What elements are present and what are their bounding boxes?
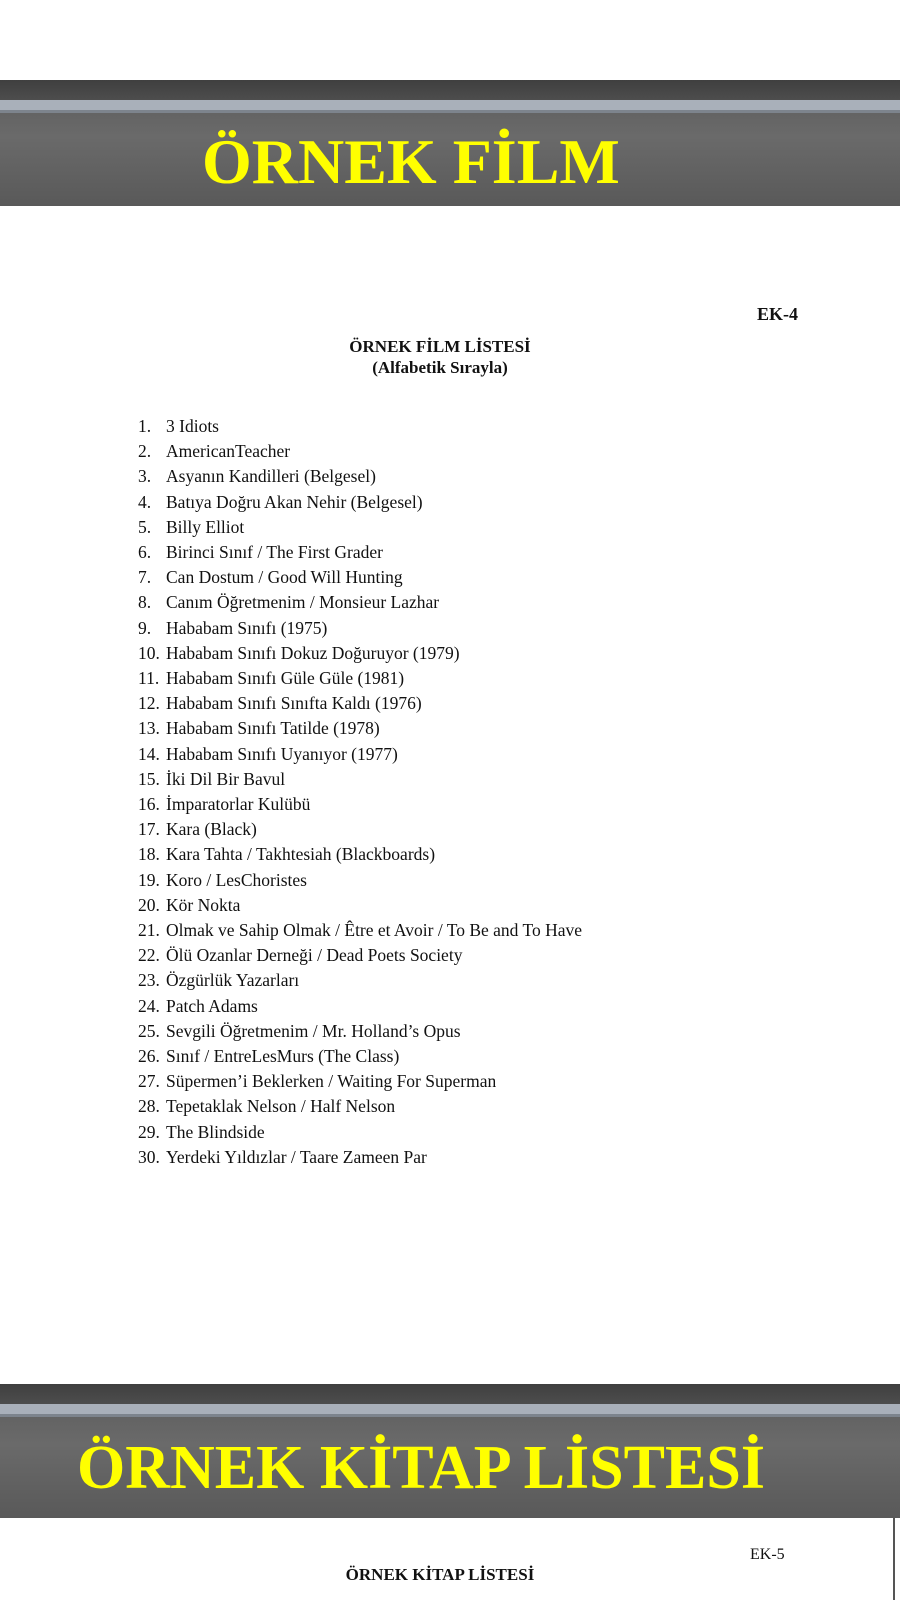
film-title: Hababam Sınıfı Güle Güle (1981): [166, 668, 405, 689]
film-number: 1.: [138, 416, 152, 436]
ek-code: EK-4: [757, 304, 799, 324]
film-title: Kara (Black): [166, 819, 257, 840]
film-title: Birinci Sınıf / The First Grader: [166, 542, 383, 563]
film-list-item: [138, 1044, 582, 1069]
film-title: Can Dostum / Good Will Hunting: [166, 567, 403, 588]
film-list-item: [138, 767, 582, 792]
film-list-item: [138, 943, 582, 968]
film-number: 19.: [138, 869, 160, 890]
film-title: Kara Tahta / Takhtesiah (Blackboards): [166, 844, 436, 865]
banner-stripe-shadow: [0, 110, 900, 113]
film-number: 10.: [138, 642, 160, 663]
banner-stripe: [0, 100, 900, 110]
film-list-item: [138, 842, 582, 867]
film-list-item: [138, 616, 582, 641]
banner-stripe: [0, 1404, 900, 1414]
film-list-item: [138, 464, 582, 489]
film-number: 7.: [138, 567, 152, 588]
film-title: Canım Öğretmenim / Monsieur Lazhar: [166, 592, 440, 613]
film-title: Hababam Sınıfı Sınıfta Kaldı (1976): [166, 693, 422, 714]
film-title: Asyanın Kandilleri (Belgesel): [166, 466, 376, 487]
film-title: Olmak ve Sahip Olmak / Être et Avoir / To Be and To Have: [166, 920, 583, 941]
film-list-item: [138, 515, 582, 540]
film-list-item: [138, 1120, 582, 1145]
film-number: 26.: [138, 1046, 160, 1067]
film-number: 27.: [138, 1071, 160, 1092]
film-number: 17.: [138, 819, 160, 840]
film-title: Hababam Sınıfı Uyanıyor (1977): [166, 743, 398, 764]
film-title: Hababam Sınıfı (1975): [166, 617, 328, 638]
film-list-item: [138, 540, 582, 565]
film-number: 30.: [138, 1146, 160, 1167]
film-number: 15.: [138, 768, 160, 789]
film-number: 11.: [138, 668, 160, 689]
film-number: 12.: [138, 693, 160, 714]
film-title: Batıya Doğru Akan Nehir (Belgesel): [166, 491, 423, 512]
film-list-item: [138, 691, 582, 716]
film-number: 18.: [138, 844, 160, 865]
film-list-item: [138, 590, 582, 615]
film-title: Yerdeki Yıldızlar / Taare Zameen Par: [166, 1146, 427, 1167]
film-number: 24.: [138, 995, 160, 1016]
film-list-item: [138, 968, 582, 993]
film-number: 13.: [138, 718, 160, 739]
film-number: 2.: [138, 441, 152, 462]
banner-top-band: [0, 80, 900, 100]
film-number: 20.: [138, 894, 160, 915]
next-page-ek-code: EK-5: [750, 1546, 785, 1563]
film-number: 22.: [138, 945, 160, 966]
film-title: Patch Adams: [166, 995, 258, 1016]
film-list-item: [138, 1094, 582, 1119]
banner-top-band: [0, 1384, 900, 1404]
film-list-item: [138, 994, 582, 1019]
film-list-item: [138, 666, 582, 691]
film-list-item: [138, 1145, 582, 1170]
film-list-item: [138, 1069, 582, 1094]
film-number: 21.: [138, 920, 160, 941]
page-edge: [893, 1518, 895, 1600]
film-number: 9.: [138, 617, 152, 638]
film-list-item: [138, 1019, 582, 1044]
film-list-item: [138, 439, 582, 464]
film-number: 3.: [138, 466, 152, 487]
film-list-item: [138, 893, 582, 918]
film-list-item: [138, 742, 582, 767]
film-title: 3 Idiots: [166, 416, 219, 436]
film-title: İmparatorlar Kulübü: [166, 794, 311, 815]
film-title: İki Dil Bir Bavul: [166, 768, 286, 789]
next-page-heading: ÖRNEK KİTAP LİSTESİ: [345, 1565, 535, 1584]
film-list: [138, 414, 582, 1170]
film-list-item: [138, 918, 582, 943]
film-title: Süpermen’i Beklerken / Waiting For Superman: [166, 1071, 497, 1092]
film-number: 28.: [138, 1096, 160, 1117]
film-title: Özgürlük Yazarları: [166, 970, 300, 991]
film-title: The Blindside: [166, 1121, 265, 1142]
banner-title: ÖRNEK KİTAP LİSTESİ: [77, 1434, 765, 1502]
film-title: Ölü Ozanlar Derneği / Dead Poets Society: [166, 945, 463, 966]
film-list-item: [138, 792, 582, 817]
film-list-item: [138, 490, 582, 515]
film-number: 4.: [138, 491, 152, 512]
film-list-item: [138, 414, 582, 439]
film-title: AmericanTeacher: [166, 441, 291, 462]
film-number: 6.: [138, 542, 152, 563]
film-number: 23.: [138, 970, 160, 991]
film-title: Hababam Sınıfı Dokuz Doğuruyor (1979): [166, 642, 460, 663]
film-number: 25.: [138, 1020, 160, 1041]
film-title: Sınıf / EntreLesMurs (The Class): [166, 1046, 400, 1067]
film-title: Kör Nokta: [166, 894, 241, 915]
film-number: 8.: [138, 592, 152, 613]
film-list-item: [138, 716, 582, 741]
film-title: Koro / LesChoristes: [166, 869, 307, 890]
film-title: Sevgili Öğretmenim / Mr. Holland’s Opus: [166, 1020, 461, 1041]
film-title: Hababam Sınıfı Tatilde (1978): [166, 718, 380, 739]
film-list-item: [138, 817, 582, 842]
film-number: 16.: [138, 794, 160, 815]
film-number: 14.: [138, 743, 160, 764]
film-title: Billy Elliot: [166, 516, 245, 537]
film-number: 5.: [138, 516, 152, 537]
document-subheading: (Alfabetik Sırayla): [372, 358, 508, 377]
banner-stripe-shadow: [0, 1414, 900, 1417]
document-heading: ÖRNEK FİLM LİSTESİ: [349, 337, 531, 356]
film-list-item: [138, 565, 582, 590]
film-title: Tepetaklak Nelson / Half Nelson: [166, 1096, 396, 1117]
banner-title: ÖRNEK FİLM: [202, 126, 620, 197]
film-list-item: [138, 641, 582, 666]
bottom-banner: [0, 1384, 900, 1518]
top-banner: [0, 80, 900, 206]
film-list-item: [138, 868, 582, 893]
film-number: 29.: [138, 1121, 160, 1142]
